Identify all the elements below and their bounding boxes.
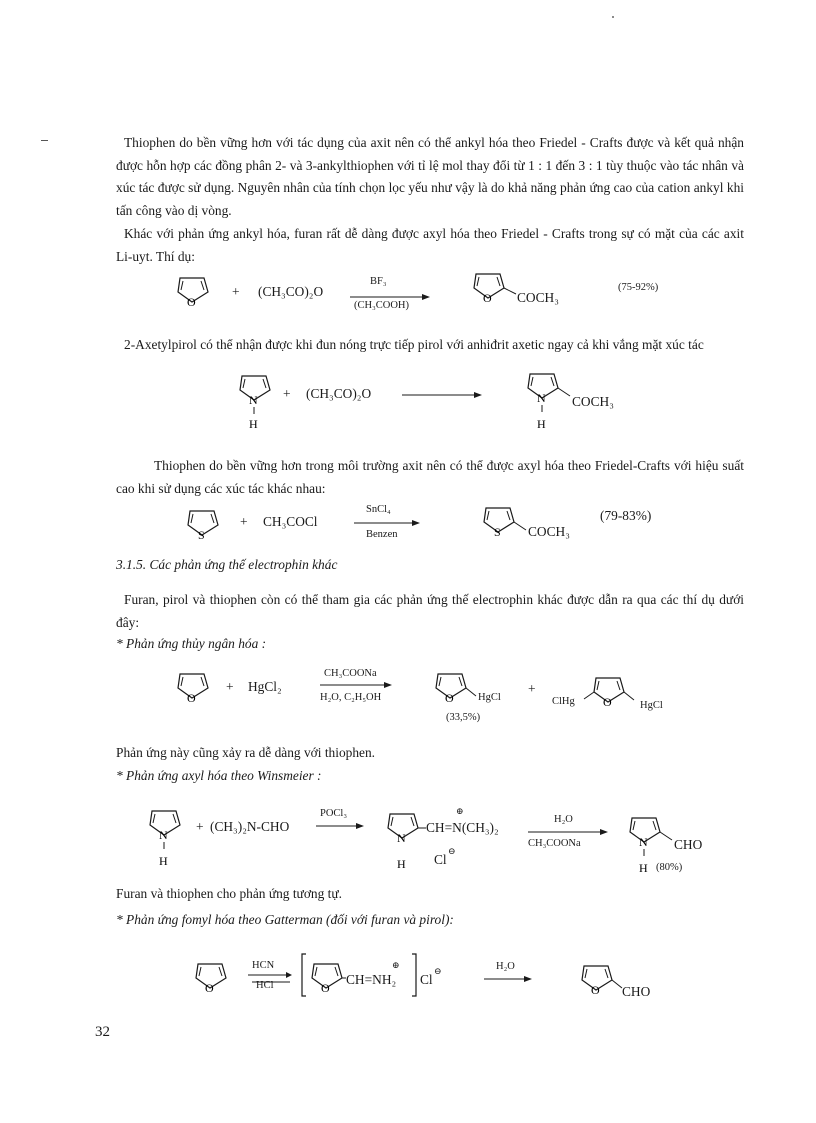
subheading-gattermann: * Phản ứng fomyl hóa theo Gatterman (đối với furan và pirol):: [116, 912, 454, 927]
furan-ring-icon: [470, 266, 510, 306]
iminium-group: CH=NH₂: [346, 972, 397, 987]
product-substituent: HgCl: [478, 692, 501, 703]
positive-charge: ⊕: [392, 960, 400, 970]
nh-hydrogen: H: [397, 857, 406, 871]
yield-label: (75-92%): [618, 282, 659, 293]
nh-hydrogen: H: [159, 854, 168, 868]
paragraph-other-substitutions: Furan, pirol và thiophen còn có thể tham gia các phản ứng thế electrophin khác được dẫn ra qua các thí dụ dưới đây:: [116, 592, 744, 630]
condition-label: (CH₃COOH): [354, 300, 409, 311]
paragraph-pyrrole-acylation: 2-Axetylpirol có thể nhận được khi đun nóng trực tiếp pirol với anhiđrit axetic ngay cả khi vắng mặt xúc tác: [124, 337, 704, 352]
reaction-arrow-icon: [484, 975, 532, 983]
plus-sign: +: [240, 514, 248, 529]
page-number: 32: [95, 1024, 110, 1040]
yield-label: (33,5%): [446, 712, 481, 723]
yield-label: (79-83%): [600, 508, 652, 523]
condition-label: CH₃COONa: [528, 838, 581, 849]
furan-ring-icon: [578, 960, 618, 1000]
pyrrole-ring-icon: [236, 370, 276, 432]
reagent: HgCl₂: [248, 679, 282, 694]
reagent: (CH₃CO)₂O: [306, 386, 372, 401]
negative-charge: ⊖: [448, 846, 456, 856]
paragraph-thiophene-note: Phản ứng này cũng xảy ra dễ dàng với thiophen.: [116, 745, 376, 760]
positive-charge: ⊕: [456, 806, 464, 816]
reagent-label: HCN: [252, 960, 275, 971]
plus-sign: +: [226, 679, 234, 694]
furan-ring-icon: [308, 958, 348, 998]
reagent-label: CH₃COONa: [324, 668, 377, 679]
product-substituent: CHO: [674, 837, 703, 852]
paragraph-alkylation: Thiophen do bền vững hơn với tác dụng của axit nên có thể ankyl hóa theo Friedel - Crafts được và kết quả nhận được hỗn hợp các đồng phân 2- và 3-ankylthiophen với tỉ lệ mol thay đổi từ 1 : 1 đến 3 : 1 tùy thuộc vào tác nhân và xúc tác được sử dụng. Nguyên nhân của tính chọn lọc yếu như vậy là do khả năng phản ứng cao của cation ankyl khi tấn công vào dị vòng.: [116, 135, 744, 218]
section-heading: 3.1.5. Các phản ứng thế electrophin khác: [116, 557, 338, 572]
ring-heteroatom: O: [445, 691, 454, 705]
furan-ring-icon: [590, 672, 630, 712]
ring-heteroatom: N: [249, 393, 258, 407]
ring-heteroatom: O: [205, 981, 214, 995]
product-substituent-right: HgCl: [640, 700, 663, 711]
reagent: CH₃COCl: [263, 514, 318, 529]
iminium-group: CH=N(CH₃)₂: [426, 820, 499, 835]
pyrrole-ring-icon: [524, 368, 564, 430]
product-substituent: CHO: [622, 984, 651, 999]
furan-ring-icon: [174, 270, 214, 310]
product-substituent-left: ClHg: [552, 696, 575, 707]
reagent: (CH₃CO)₂O: [258, 284, 324, 299]
paragraph-furan-acylation: Khác với phản ứng ankyl hóa, furan rất dễ dàng được axyl hóa theo Friedel - Crafts trong sự có mặt của các axit Li-uyt. Thí dụ:: [116, 226, 744, 264]
acid-label: HCl: [256, 980, 274, 991]
ring-heteroatom: O: [187, 295, 196, 309]
subheading-mercuration: * Phản ứng thủy ngân hóa :: [116, 636, 267, 651]
scan-speck: [612, 16, 614, 18]
ring-heteroatom: S: [494, 525, 501, 539]
product-substituent: COCH₃: [572, 394, 614, 409]
reagent-label: H₂O: [496, 961, 515, 972]
reagent-label: H₂O: [554, 814, 573, 825]
plus-sign: +: [196, 819, 204, 834]
paragraph-thiophene-acylation: Thiophen do bền vững hơn trong môi trường axit nên có thể được axyl hóa theo Friedel-Crafts với hiệu suất cao khi sử dụng các xúc tác khác nhau:: [116, 458, 744, 496]
reaction-arrow-icon: [528, 828, 608, 836]
yield-label: (80%): [656, 862, 683, 873]
solvent-label: Benzen: [366, 529, 398, 540]
ring-heteroatom: N: [537, 391, 546, 405]
negative-charge: ⊖: [434, 966, 442, 976]
ring-heteroatom: N: [639, 835, 648, 849]
solvent-label: H₂O, C₂H₅OH: [320, 692, 382, 703]
ring-heteroatom: O: [483, 291, 492, 305]
ring-heteroatom: N: [159, 828, 168, 842]
furan-ring-icon: [192, 958, 232, 998]
chloride-anion: Cl: [420, 972, 433, 987]
plus-sign: +: [528, 681, 536, 696]
furan-ring-icon: [432, 668, 472, 708]
nh-hydrogen: H: [537, 417, 546, 431]
pyrrole-ring-icon: [146, 805, 186, 869]
plus-sign: +: [232, 284, 240, 299]
catalyst-label: BF₃: [370, 276, 387, 287]
paragraph-furan-thiophene-similar: Furan và thiophen cho phản ứng tương tự.: [116, 886, 342, 901]
thiophene-ring-icon: [184, 505, 224, 545]
pyrrole-ring-icon: [384, 808, 424, 872]
reaction-arrow-icon: [316, 822, 364, 830]
furan-ring-icon: [174, 668, 214, 708]
subheading-vilsmeier: * Phản ứng axyl hóa theo Winsmeier :: [116, 768, 322, 783]
reaction-arrow-icon: [402, 391, 482, 399]
reaction-arrow-icon: [320, 681, 392, 689]
ring-heteroatom: O: [591, 983, 600, 997]
nh-hydrogen: H: [639, 861, 648, 875]
ring-heteroatom: O: [321, 981, 330, 995]
nh-hydrogen: H: [249, 417, 258, 431]
product-substituent: COCH₃: [517, 290, 559, 305]
ring-heteroatom: N: [397, 831, 406, 845]
margin-mark: [41, 140, 48, 141]
ring-heteroatom: O: [187, 691, 196, 705]
catalyst-label: POCl₃: [320, 808, 348, 819]
catalyst-label: SnCl₄: [366, 504, 391, 515]
chloride-anion: Cl: [434, 852, 447, 867]
ring-heteroatom: S: [198, 528, 205, 542]
plus-sign: +: [283, 386, 291, 401]
product-substituent: COCH₃: [528, 524, 570, 539]
ring-heteroatom: O: [603, 695, 612, 709]
reaction-arrow-icon: [354, 519, 420, 527]
thiophene-ring-icon: [480, 502, 520, 542]
reagent: (CH₃)₂N-CHO: [210, 819, 290, 834]
